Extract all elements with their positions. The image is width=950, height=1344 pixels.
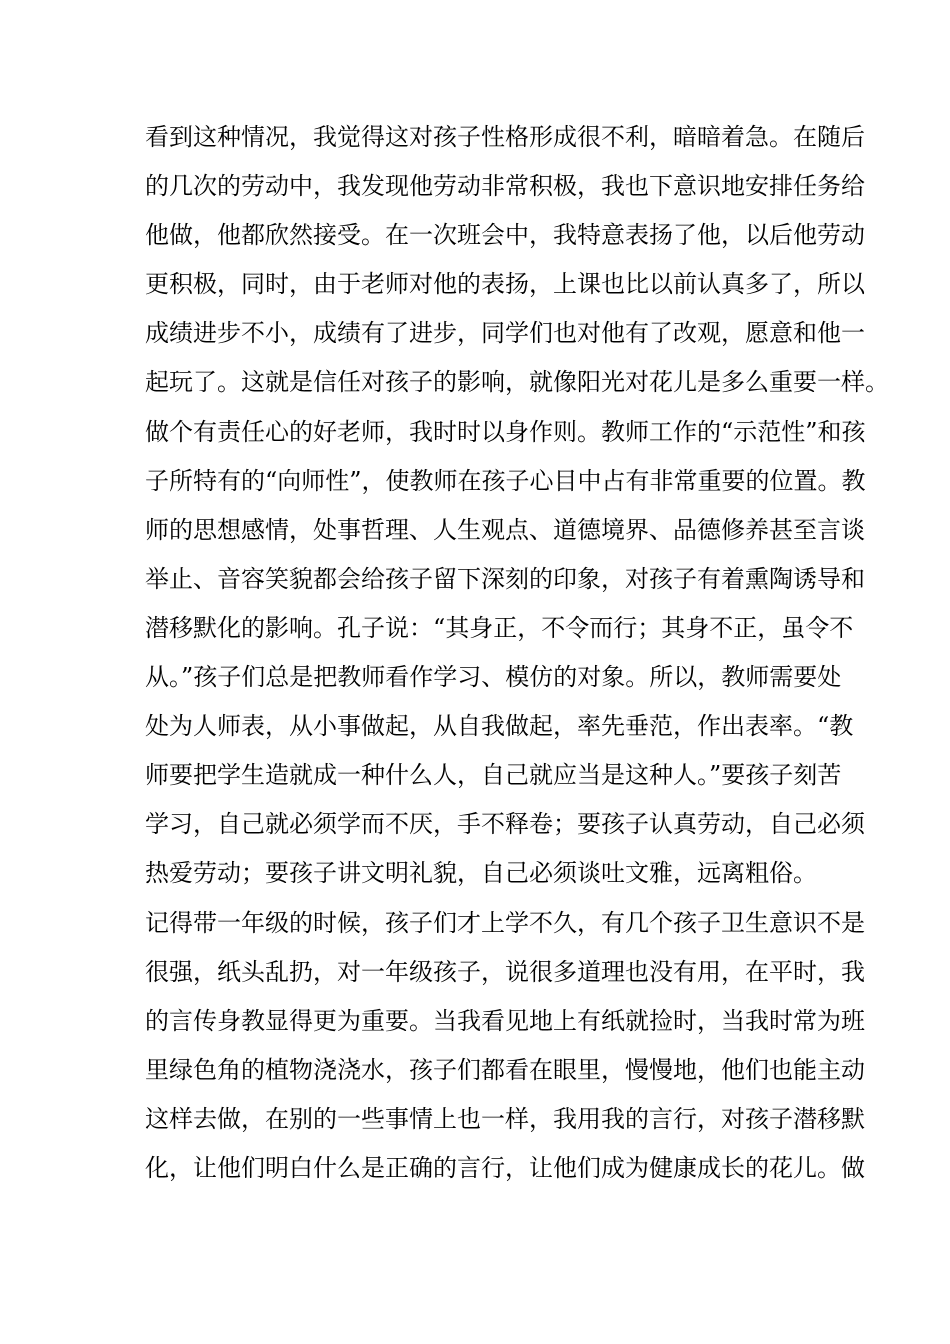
text-line: 这样去做，在别的一些事情上也一样，我用我的言行，对孩子潜移默 bbox=[145, 1104, 865, 1133]
text-line: 师的思想感情，处事哲理、人生观点、道德境界、品德修养甚至言谈 bbox=[145, 515, 865, 544]
text-line: 师要把学生造就成一种什么人，自己就应当是这种人。”要孩子刻苦 bbox=[145, 761, 842, 790]
text-line: 他做，他都欣然接受。在一次班会中，我特意表扬了他，以后他劳动 bbox=[145, 221, 865, 250]
text-line: 看到这种情况，我觉得这对孩子性格形成很不利，暗暗着急。在随后 bbox=[145, 123, 865, 151]
text-line: 成绩进步不小，成绩有了进步，同学们也对他有了改观，愿意和他一 bbox=[145, 319, 865, 348]
body-text bbox=[145, 113, 889, 1193]
text-line: 起玩了。这就是信任对孩子的影响，就像阳光对花儿是多么重要一样。 bbox=[145, 368, 889, 397]
text-line: 的言传身教显得更为重要。当我看见地上有纸就捡时，当我时常为班 bbox=[145, 1006, 865, 1035]
text-line: 潜移默化的影响。孔子说：“其身正，不令而行；其身不正，虽令不 bbox=[145, 613, 854, 642]
text-line: 子所特有的“向师性”，使教师在孩子心目中占有非常重要的位置。教 bbox=[145, 466, 866, 495]
text-line: 做个有责任心的好老师，我时时以身作则。教师工作的“示范性”和孩 bbox=[145, 417, 866, 446]
text-line: 从。”孩子们总是把教师看作学习、模仿的对象。所以，教师需要处 bbox=[145, 663, 842, 692]
text-line: 学习，自己就必须学而不厌，手不释卷；要孩子认真劳动，自己必须 bbox=[145, 810, 865, 839]
text-line: 记得带一年级的时候，孩子们才上学不久，有几个孩子卫生意识不是 bbox=[145, 908, 865, 937]
text-line: 举止、音容笑貌都会给孩子留下深刻的印象，对孩子有着熏陶诱导和 bbox=[145, 564, 865, 593]
text-line: 的几次的劳动中，我发现他劳动非常积极，我也下意识地安排任务给 bbox=[145, 172, 865, 201]
text-line: 里绿色角的植物浇浇水，孩子们都看在眼里，慢慢地，他们也能主动 bbox=[145, 1055, 865, 1084]
text-line: 很强，纸头乱扔，对一年级孩子，说很多道理也没有用，在平时，我 bbox=[145, 957, 865, 986]
text-line: 更积极，同时，由于老师对他的表扬，上课也比以前认真多了，所以 bbox=[145, 270, 865, 299]
text-line: 处为人师表，从小事做起，从自我做起，率先垂范，作出表率。“教 bbox=[145, 712, 854, 741]
text-line: 热爱劳动；要孩子讲文明礼貌，自己必须谈吐文雅，远离粗俗。 bbox=[145, 859, 817, 888]
text-line: 化，让他们明白什么是正确的言行，让他们成为健康成长的花儿。做 bbox=[145, 1153, 865, 1182]
